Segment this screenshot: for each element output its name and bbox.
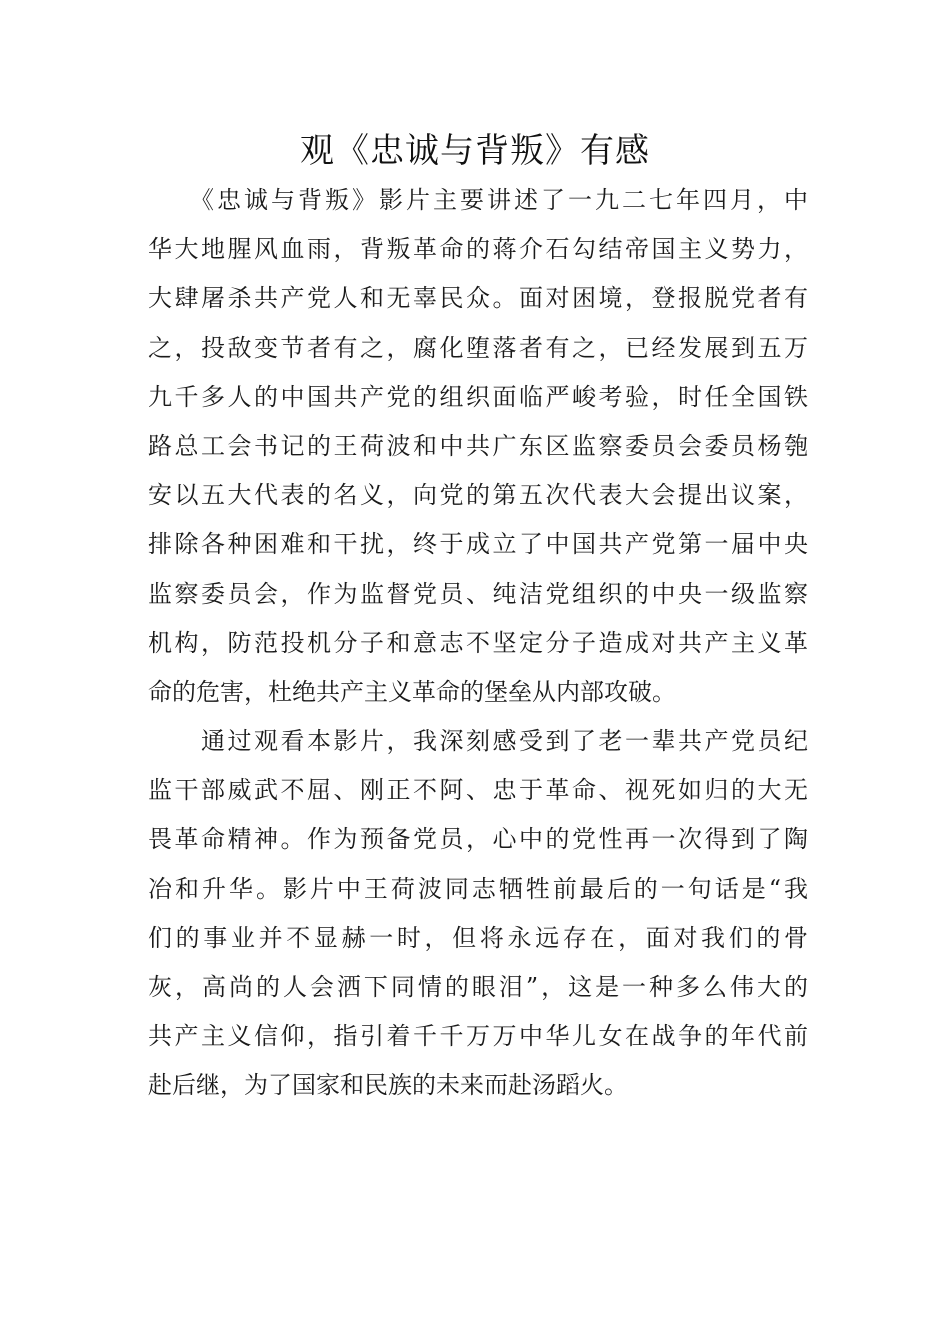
text-line: 安以五大代表的名义，向党的第五次代表大会提出议案， — [148, 481, 808, 510]
document-body — [148, 176, 808, 1111]
paragraph-2 — [148, 717, 808, 1111]
text-line: 机构，防范投机分子和意志不坚定分子造成对共产主义革 — [148, 628, 808, 657]
text-line: 《忠诚与背叛》影片主要讲述了一九二七年四月，中 — [148, 186, 808, 214]
paragraph-1 — [148, 176, 808, 717]
text-line: 监干部威武不屈、刚正不阿、忠于革命、视死如归的大无 — [148, 776, 808, 805]
text-line: 通过观看本影片，我深刻感受到了老一辈共产党员纪 — [148, 727, 808, 756]
text-line: 华大地腥风血雨，背叛革命的蒋介石勾结帝国主义势力， — [148, 235, 808, 264]
text-line: 九千多人的中国共产党的组织面临严峻考验，时任全国铁 — [148, 382, 808, 411]
text-line: 之，投敌变节者有之，腐化堕落者有之，已经发展到五万 — [148, 333, 808, 362]
text-line: 冶和升华。影片中王荷波同志牺牲前最后的一句话是“我 — [148, 874, 808, 903]
text-line: 排除各种困难和干扰，终于成立了中国共产党第一届中央 — [148, 530, 808, 559]
text-line: 大肆屠杀共产党人和无辜民众。面对困境，登报脱党者有 — [148, 284, 808, 313]
text-line: 畏革命精神。作为预备党员，心中的党性再一次得到了陶 — [148, 825, 808, 854]
text-line: 路总工会书记的王荷波和中共广东区监察委员会委员杨匏 — [148, 431, 808, 460]
text-line: 命的危害，杜绝共产主义革命的堡垒从内部攻破。 — [148, 677, 676, 706]
text-line: 灰，高尚的人会洒下同情的眼泪”，这是一种多么伟大的 — [148, 973, 808, 1001]
page-title: 观《忠诚与背叛》有感 — [300, 131, 650, 171]
text-line: 监察委员会，作为监督党员、纯洁党组织的中央一级监察 — [148, 579, 808, 608]
text-line: 们的事业并不显赫一时，但将永远存在，面对我们的骨 — [148, 923, 808, 952]
text-line: 赴后继，为了国家和民族的未来而赴汤蹈火。 — [148, 1071, 628, 1100]
text-line: 共产主义信仰，指引着千千万万中华儿女在战争的年代前 — [148, 1022, 808, 1051]
